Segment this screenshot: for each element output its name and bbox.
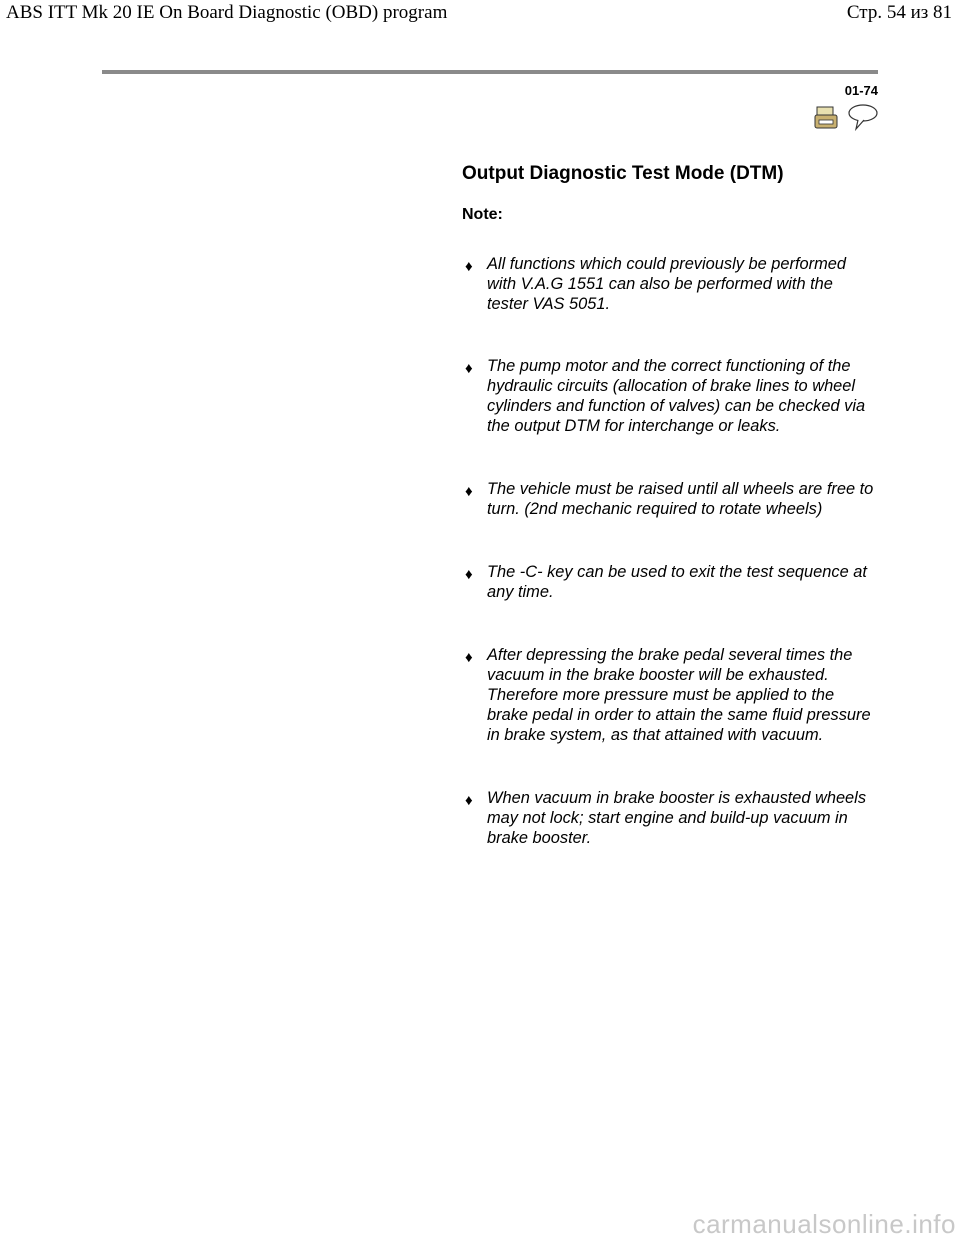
section-title: Output Diagnostic Test Mode (DTM) [462, 163, 784, 184]
speech-bubble-icon[interactable] [849, 105, 877, 129]
bullet-item [465, 479, 875, 519]
bullet-text: The -C- key can be used to exit the test sequence at any time. [487, 563, 867, 601]
diamond-bullet-icon: ♦ [465, 566, 473, 583]
bullet-text: All functions which could previously be performed with V.A.G 1551 can also be performed with the tester VAS 5051. [487, 255, 846, 313]
bullet-text: When vacuum in brake booster is exhausted wheels may not lock; start engine and build-up vacuum in brake booster. [487, 789, 867, 847]
diamond-bullet-icon: ♦ [465, 649, 473, 666]
diamond-bullet-icon: ♦ [465, 360, 473, 377]
bullet-item [465, 356, 875, 436]
diamond-bullet-icon: ♦ [465, 483, 473, 500]
bullet-list [465, 254, 875, 848]
document-title: ABS ITT Mk 20 IE On Board Diagnostic (OBD) program [6, 2, 448, 23]
toolbar-icons-svg [814, 103, 880, 131]
footer-watermark: carmanualsonline.info [692, 1209, 956, 1239]
bullet-item [465, 254, 875, 314]
bullet-text: The vehicle must be raised until all wheels are free to turn. (2nd mechanic required to rotate wheels) [487, 480, 874, 518]
bullet-item [465, 645, 875, 745]
note-label: Note: [462, 206, 503, 223]
page-counter: Стр. 54 из 81 [846, 2, 952, 23]
bullet-text: The pump motor and the correct functioning of the hydraulic circuits (allocation of brake lines to wheel cylinders and function of valves) can be checked via the output DTM for interchange or leaks. [487, 357, 866, 435]
diamond-bullet-icon: ♦ [465, 792, 473, 809]
toolbar-icons [814, 103, 880, 131]
page-number: 01-74 [844, 83, 878, 98]
print-icon[interactable] [815, 107, 837, 128]
header-divider [102, 70, 878, 74]
bullet-item [465, 562, 875, 602]
bullet-item [465, 788, 875, 848]
diamond-bullet-icon: ♦ [465, 258, 473, 275]
bullet-text: After depressing the brake pedal several times the vacuum in the brake booster will be exhausted. Therefore more pressure must be applied to the brake pedal in order to attain the same fluid pressure in brake system, as that attained with vacuum. [487, 646, 871, 744]
